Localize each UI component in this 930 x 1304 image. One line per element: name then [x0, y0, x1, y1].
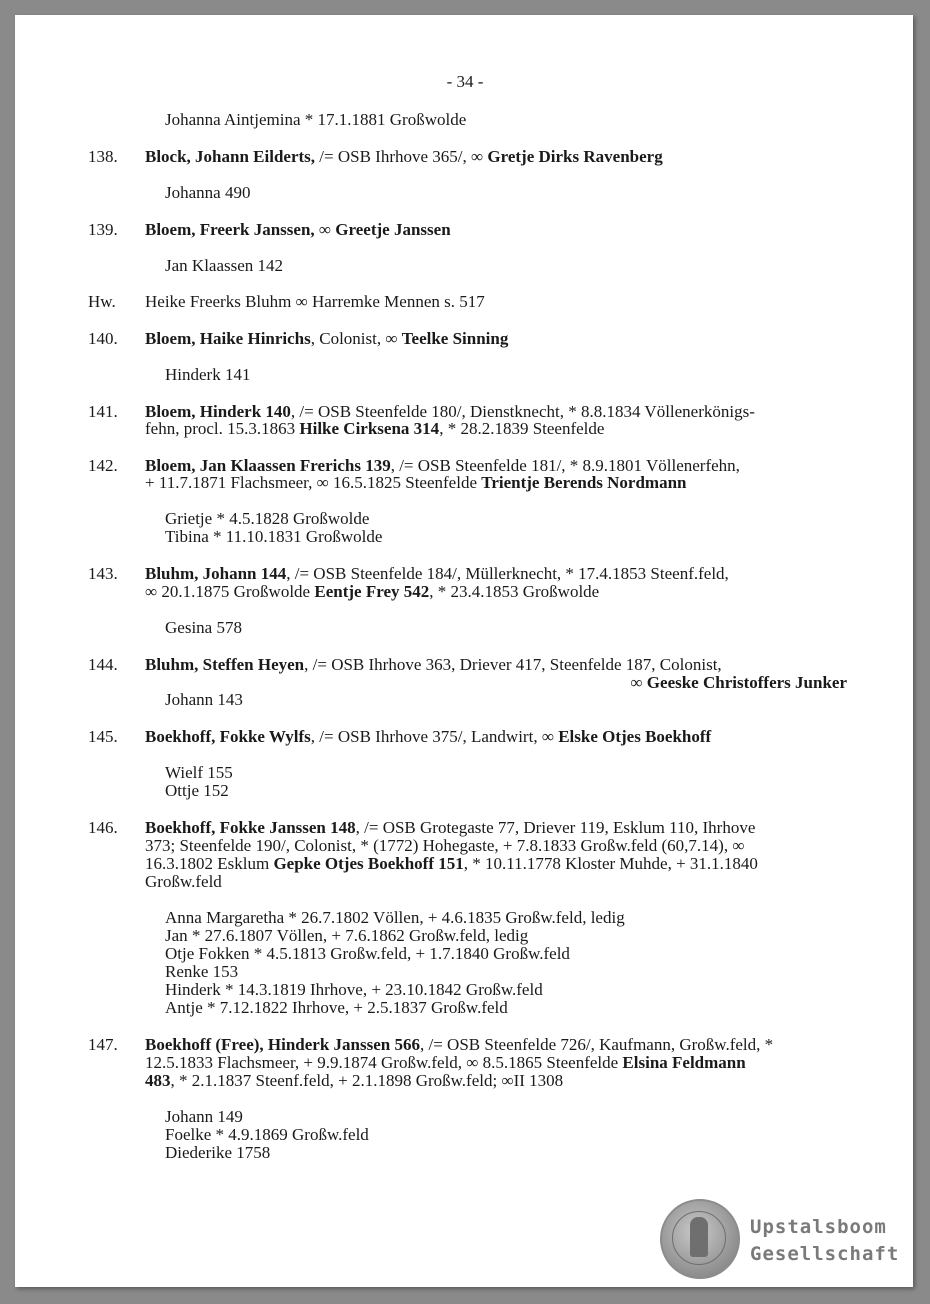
entry-line: Johanna Aintjemina * 17.1.1881 Großwolde [165, 110, 467, 129]
entry-number: 143. [88, 564, 118, 583]
child-line: Jan * 27.6.1807 Völlen, + 7.6.1862 Großw.feld, ledig [165, 926, 529, 945]
entry-number: 142. [88, 456, 118, 475]
entry-heading-cont [630, 674, 847, 692]
person-name: Bluhm, Johann 144 [145, 564, 287, 583]
spouse-name: Gepke Otjes Boekhoff 151 [273, 854, 464, 873]
entry-text: /= OSB Ihrhove 365/, ∞ [315, 147, 488, 166]
entry-heading [145, 656, 722, 674]
entry-text: 12.5.1833 Flachsmeer, + 9.9.1874 Großw.feld, ∞ 8.5.1865 Steenfelde [145, 1053, 623, 1072]
person-name: Block, Johann Eilderts, [145, 147, 316, 166]
child-line: Johann 143 [165, 690, 243, 709]
entry-text: , /= OSB Ihrhove 375/, Landwirt, ∞ [310, 727, 559, 746]
spouse-name: Greetje Janssen [335, 220, 451, 239]
spouse-name: Trientje Berends Nordmann [481, 473, 687, 492]
entry-heading [145, 565, 729, 583]
entry-text: , /= OSB Steenfelde 180/, Dienstknecht, * 8.8.1834 Völlenerkönigs- [290, 402, 755, 421]
entry-text: fehn, procl. 15.3.1863 [145, 419, 300, 438]
entry-text: , /= OSB Steenfelde 726/, Kaufmann, Großw.feld, * [420, 1035, 774, 1054]
entry-text: 16.3.1802 Esklum [145, 854, 274, 873]
child-line: Hinderk 141 [165, 365, 251, 384]
entry-heading-cont [145, 583, 599, 601]
entry-text: ∞ 20.1.1875 Großwolde [145, 582, 315, 601]
entry-number: 140. [88, 329, 118, 348]
child-line: Johann 149 [165, 1107, 243, 1126]
entry-heading [145, 1036, 773, 1054]
entry-heading [145, 148, 663, 166]
spouse-name: Teelke Sinning [401, 329, 509, 348]
person-name: Boekhoff (Free), Hinderk Janssen 566 [145, 1035, 420, 1054]
child-line: Wielf 155 [165, 763, 233, 782]
brand-line-2: Gesellschaft [750, 1243, 900, 1265]
brand-logo-text [750, 1214, 899, 1268]
entry-text: + 11.7.1871 Flachsmeer, ∞ 16.5.1825 Steenfelde [145, 473, 482, 492]
brand-line-1: Upstalsboom [750, 1216, 887, 1238]
entry-heading: Heike Freerks Bluhm ∞ Harremke Mennen s. 517 [145, 292, 485, 311]
entry-text: , * 23.4.1853 Großwolde [429, 582, 600, 601]
entry-heading [145, 819, 755, 837]
child-line: Ottje 152 [165, 781, 229, 800]
entry-text: , /= OSB Steenfelde 181/, * 8.9.1801 Völlenerfehn, [390, 456, 740, 475]
child-line: Foelke * 4.9.1869 Großw.feld [165, 1125, 369, 1144]
entry-number: 147. [88, 1035, 118, 1054]
entry-heading-cont: Großw.feld [145, 872, 222, 891]
person-name: Bloem, Freerk Janssen, [145, 220, 319, 239]
person-name: Bluhm, Steffen Heyen [145, 655, 305, 674]
spouse-name: Geeske Christoffers Junker [646, 673, 847, 692]
spouse-name: Elske Otjes Boekhoff [558, 727, 712, 746]
spouse-name: 483 [145, 1071, 171, 1090]
spouse-name: Elsina Feldmann [622, 1053, 746, 1072]
entry-heading-cont [145, 1054, 746, 1072]
seal-icon [660, 1199, 740, 1279]
child-line: Grietje * 4.5.1828 Großwolde [165, 509, 370, 528]
entry-text: ∞ [630, 673, 647, 692]
child-line: Jan Klaassen 142 [165, 256, 284, 275]
person-name: Bloem, Jan Klaassen Frerichs 139 [145, 456, 391, 475]
child-line: Hinderk * 14.3.1819 Ihrhove, + 23.10.1842 Großw.feld [165, 980, 543, 999]
child-line: Johanna 490 [165, 183, 251, 202]
entry-number: Hw. [88, 292, 116, 311]
entry-text: ∞ [318, 220, 336, 239]
person-name: Boekhoff, Fokke Wylfs [145, 727, 311, 746]
person-name: Bloem, Hinderk 140 [145, 402, 291, 421]
entry-heading-cont [145, 474, 687, 492]
entry-text: , /= OSB Steenfelde 184/, Müllerknecht, * 17.4.1853 Steenf.feld, [286, 564, 729, 583]
spouse-name: Gretje Dirks Ravenberg [487, 147, 663, 166]
entry-number: 139. [88, 220, 118, 239]
spouse-name: Eentje Frey 542 [314, 582, 430, 601]
entry-heading-cont [145, 420, 604, 438]
entry-number: 145. [88, 727, 118, 746]
entry-text: , /= OSB Grotegaste 77, Driever 119, Esklum 110, Ihrhove [355, 818, 756, 837]
document-page [15, 15, 913, 1287]
entry-text: , Colonist, ∞ [310, 329, 402, 348]
entry-heading [145, 728, 711, 746]
seal-figure [690, 1217, 708, 1257]
entry-text: , * 10.11.1778 Kloster Muhde, + 31.1.1840 [463, 854, 758, 873]
child-line: Otje Fokken * 4.5.1813 Großw.feld, + 1.7.1840 Großw.feld [165, 944, 570, 963]
entry-heading-cont: 373; Steenfelde 190/, Colonist, * (1772) Hohegaste, + 7.8.1833 Großw.feld (60,7.14), ∞ [145, 836, 745, 855]
child-line: Anna Margaretha * 26.7.1802 Völlen, + 4.6.1835 Großw.feld, ledig [165, 908, 625, 927]
entry-number: 138. [88, 147, 118, 166]
child-line: Gesina 578 [165, 618, 242, 637]
page-number: - 34 - [446, 72, 484, 91]
child-line: Renke 153 [165, 962, 239, 981]
person-name: Boekhoff, Fokke Janssen 148 [145, 818, 356, 837]
entry-text: , * 28.2.1839 Steenfelde [439, 419, 605, 438]
entry-heading-cont [145, 855, 758, 873]
person-name: Bloem, Haike Hinrichs [145, 329, 311, 348]
entry-text: , * 2.1.1837 Steenf.feld, + 2.1.1898 Großw.feld; ∞II 1308 [170, 1071, 564, 1090]
entry-heading [145, 330, 508, 348]
entry-text: , /= OSB Ihrhove 363, Driever 417, Steenfelde 187, Colonist, [304, 655, 722, 674]
entry-number: 141. [88, 402, 118, 421]
child-line: Diederike 1758 [165, 1143, 271, 1162]
entry-heading-cont [145, 1072, 563, 1090]
entry-number: 146. [88, 818, 118, 837]
entry-heading [145, 221, 451, 239]
child-line: Antje * 7.12.1822 Ihrhove, + 2.5.1837 Großw.feld [165, 998, 508, 1017]
entry-number: 144. [88, 655, 118, 674]
spouse-name: Hilke Cirksena 314 [299, 419, 440, 438]
child-line: Tibina * 11.10.1831 Großwolde [165, 527, 383, 546]
